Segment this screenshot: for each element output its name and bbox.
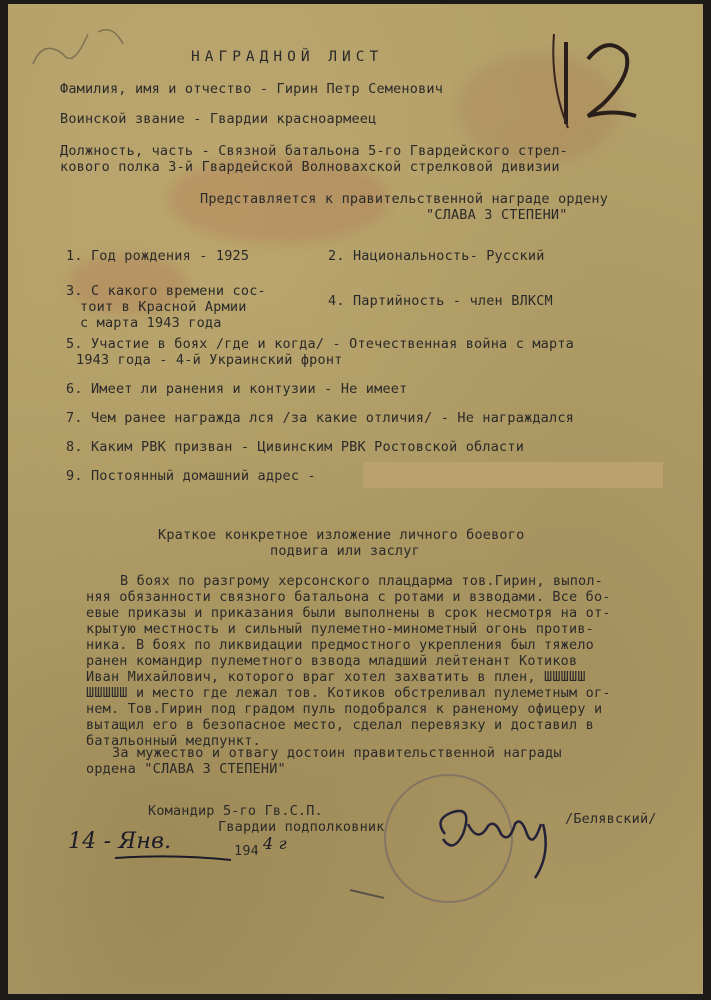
conclusion-line-2: ордена "СЛАВА 3 СТЕПЕНИ" [86, 761, 286, 777]
signature-line-2: Гвардии подполковник [218, 819, 385, 835]
body-line: ранен командир пулеметного взвода младший лейтенант Котиков [86, 653, 578, 669]
body-line: Иван Михайлович, которого враг хотел захватить в плен, ШШШШШ [86, 669, 586, 685]
field-name: Фамилия, имя и отчество - Гирин Петр Семенович [60, 81, 444, 97]
body-line: нем. Тов.Гирин под градом пуль подобрался к раненому офицеру и [86, 701, 603, 717]
nomination-line-1: Представляется к правительственной награде ордену [200, 191, 609, 207]
nomination-line-2: "СЛАВА 3 СТЕПЕНИ" [426, 207, 568, 223]
signature-name: /Белявский/ [565, 811, 657, 827]
corner-number-mark [548, 24, 648, 134]
corner-pencil-marks [18, 14, 138, 84]
item-5b: 1943 года - 4-й Украинский фронт [76, 352, 343, 368]
item-9: 9. Постоянный домашний адрес - [66, 468, 316, 484]
body-line: евые приказы и приказания были выполнены в срок несмотря на от- [86, 605, 611, 621]
date-year-suffix: 4 г [263, 834, 287, 853]
redacted-address [363, 462, 663, 488]
body-line: няя обязанности связного батальона с ротами и взводами. Все бо- [86, 589, 611, 605]
body-line: вытащил его в безопасное место, сделал перевязку и доставил в [86, 717, 594, 733]
signature-line-1: Командир 5-го Гв.С.П. [148, 803, 323, 819]
field-rank: Воинской звание - Гвардии красноармеец [60, 111, 377, 127]
item-8: 8. Каким РВК призван - Цивинским РВК Ростовской области [66, 439, 525, 455]
summary-heading-2: подвига или заслуг [270, 543, 420, 559]
date-handwritten: 14 - Янв. [68, 829, 172, 854]
date-year-prefix: 194 [234, 843, 259, 859]
date-underline [113, 854, 233, 864]
field-position-1: Должность, часть - Связной батальона 5-го Гвардейского стрел- [60, 143, 568, 159]
field-position-2: кового полка 3-й Гвардейской Волновахской стрелковой дивизии [60, 159, 560, 175]
item-3a: 3. С какого времени сос- [66, 283, 266, 299]
body-line: ШШШШШ и место где лежал тов. Котиков обстреливал пулеметным ог- [86, 685, 611, 701]
item-1: 1. Год рождения - 1925 [66, 248, 250, 264]
pencil-mark [348, 884, 388, 904]
item-4: 4. Партийность - член ВЛКСМ [328, 293, 553, 309]
body-line: ника. В боях по ликвидации предмостного укрепления был тяжело [86, 637, 594, 653]
summary-heading-1: Краткое конкретное изложение личного боевого [158, 527, 525, 543]
item-6: 6. Имеет ли ранения и контузии - Не имеет [66, 381, 408, 397]
item-2: 2. Национальность- Русский [328, 248, 545, 264]
document-sheet [8, 4, 703, 994]
body-line: крытую местность и сильный пулеметно-минометный огонь против- [86, 621, 594, 637]
item-7: 7. Чем ранее награжда лся /за какие отличия/ - Не награждался [66, 410, 574, 426]
item-3c: с марта 1943 года [80, 315, 222, 331]
body-line: В боях по разгрому херсонского плацдарма тов.Гирин, выпол- [120, 573, 604, 589]
conclusion-line-1: За мужество и отвагу достоин правительственной награды [112, 745, 562, 761]
item-3b: тоит в Красной Армии [80, 299, 247, 315]
page-title: НАГРАДНОЙ ЛИСТ [191, 49, 384, 65]
handwritten-signature [423, 794, 573, 884]
item-5a: 5. Участие в боях /где и когда/ - Отечественная война с марта [66, 336, 574, 352]
body-line: батальонный медпункт. [86, 733, 261, 749]
